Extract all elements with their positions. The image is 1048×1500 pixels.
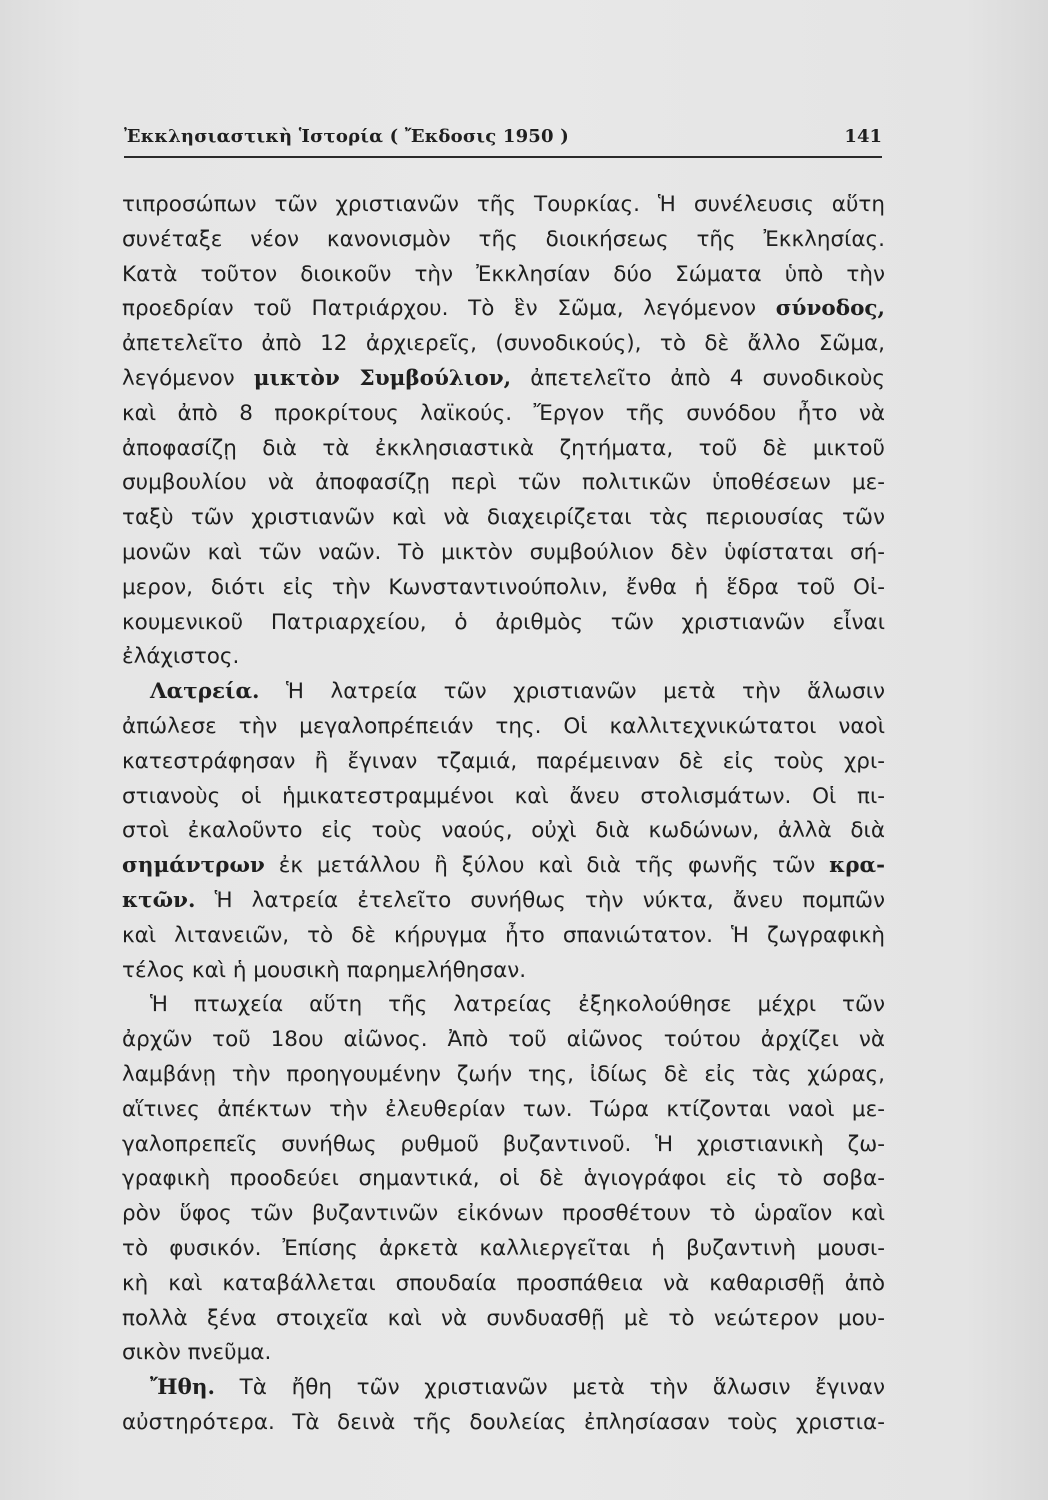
text-line: [122, 258, 885, 293]
text-line: [122, 292, 885, 327]
text-run: Ἡ πτωχεία αὕτη τῆς λατρείας ἐξηκολούθησε μέχρι τῶν: [150, 992, 885, 1018]
text-run: προεδρίαν τοῦ Πατριάρχου. Τὸ ἓν Σῶμα, λεγόμενον: [122, 296, 776, 322]
text-line: [122, 397, 885, 432]
text-line: [122, 1023, 885, 1058]
text-run: κουμενικοῦ Πατριαρχείου, ὁ ἀριθμὸς τῶν χριστιανῶν εἶναι: [122, 609, 885, 635]
text-run: ἐκ μετάλλου ἢ ξύλου καὶ διὰ τῆς φωνῆς τῶν: [264, 853, 830, 879]
text-run: αὐστηρότερα. Τὰ δεινὰ τῆς δουλείας ἐπλησίασαν τοὺς χριστια-: [122, 1409, 885, 1435]
text-run: ἐλάχιστος.: [122, 644, 240, 670]
bold-term: μικτὸν Συμβούλιον,: [253, 365, 512, 391]
body-text: [122, 188, 885, 1441]
bold-term: κτῶν.: [122, 887, 196, 913]
text-line: [122, 745, 885, 780]
text-line: [122, 849, 885, 884]
text-line: [122, 884, 885, 919]
text-line: [122, 954, 885, 989]
text-run: Ἡ λατρεία ἐτελεῖτο συνήθως τὴν νύκτα, ἄνευ πομπῶν: [195, 887, 885, 913]
text-line: [122, 1058, 885, 1093]
text-run: τιπροσώπων τῶν χριστιανῶν τῆς Τουρκίας. Ἡ συνέλευσις αὕτη: [122, 192, 885, 217]
text-run: συνέταξε νέον κανονισμὸν τῆς διοικήσεως τῆς Ἐκκλησίας.: [122, 226, 885, 252]
text-line: [122, 536, 885, 571]
text-run: καὶ λιτανειῶν, τὸ δὲ κήρυγμα ἦτο σπανιώτατον. Ἡ ζωγραφικὴ: [122, 922, 885, 948]
running-header-title: Ἐκκλησιαστικὴ Ἱστορία ( Ἔκδοσις 1950 ): [124, 126, 569, 147]
text-line: [122, 1302, 885, 1337]
text-run: καὶ ἀπὸ 8 προκρίτους λαϊκούς. Ἔργον τῆς συνόδου ἦτο νὰ: [122, 400, 885, 426]
text-run: μονῶν καὶ τῶν ναῶν. Τὸ μικτὸν συμβούλιον δὲν ὑφίσταται σή-: [122, 539, 885, 565]
text-run: ἀπετελεῖτο ἀπὸ 12 ἀρχιερεῖς, (συνοδικούς), τὸ δὲ ἄλλο Σῶμα,: [122, 331, 885, 357]
text-line: [122, 1371, 885, 1406]
text-run: ἀποφασίζῃ διὰ τὰ ἐκκλησιαστικὰ ζητήματα, τοῦ δὲ μικτοῦ: [122, 435, 885, 461]
text-run: κὴ καὶ καταβάλλεται σπουδαία προσπάθεια νὰ καθαρισθῇ ἀπὸ: [122, 1270, 885, 1296]
bold-term: Ἤθη.: [150, 1375, 215, 1401]
bold-term: κρα-: [829, 853, 885, 879]
text-run: λαμβάνῃ τὴν προηγουμένην ζωήν της, ἰδίως δὲ εἰς τὰς χώρας,: [122, 1061, 885, 1087]
bold-term: σύνοδος,: [775, 296, 885, 322]
running-header: [124, 118, 882, 152]
text-run: ταξὺ τῶν χριστιανῶν καὶ νὰ διαχειρίζεται τὰς περιουσίας τῶν: [122, 505, 885, 531]
text-line: [122, 710, 885, 745]
text-line: [122, 571, 885, 606]
text-run: αἵτινες ἀπέκτων τὴν ἐλευθερίαν των. Τώρα κτίζονται ναοὶ με-: [122, 1096, 885, 1122]
header-divider: [124, 156, 882, 158]
text-line: [122, 1162, 885, 1197]
text-line: [122, 223, 885, 258]
text-run: στοὶ ἐκαλοῦντο εἰς τοὺς ναούς, οὐχὶ διὰ κωδώνων, ἀλλὰ διὰ: [122, 818, 885, 844]
text-run: Κατὰ τοῦτον διοικοῦν τὴν Ἐκκλησίαν δύο Σώματα ὑπὸ τὴν: [122, 261, 885, 287]
text-run: κατεστράφησαν ἢ ἔγιναν τζαμιά, παρέμειναν δὲ εἰς τοὺς χρι-: [122, 748, 885, 774]
text-line: [122, 1267, 885, 1302]
text-run: στιανοὺς οἱ ἡμικατεστραμμένοι καὶ ἄνευ στολισμάτων. Οἱ πι-: [122, 783, 885, 809]
bold-term: σημάντρων: [122, 853, 265, 879]
text-line: [122, 1093, 885, 1128]
text-line: [122, 640, 885, 675]
text-line: [122, 814, 885, 849]
text-run: λεγόμενον: [122, 365, 254, 391]
text-line: [122, 919, 885, 954]
text-line: [122, 188, 885, 223]
text-run: ρὸν ὕφος τῶν βυζαντινῶν εἰκόνων προσθέτουν τὸ ὡραῖον καὶ: [122, 1201, 885, 1227]
text-run: ἀπώλεσε τὴν μεγαλοπρέπειάν της. Οἱ καλλιτεχνικώτατοι ναοὶ: [122, 713, 885, 739]
text-run: τέλος καὶ ἡ μουσικὴ παρημελήθησαν.: [122, 957, 527, 983]
text-line: [122, 988, 885, 1023]
text-run: τὸ φυσικόν. Ἐπίσης ἀρκετὰ καλλιεργεῖται ἡ βυζαντινὴ μουσι-: [122, 1235, 885, 1261]
text-line: [122, 606, 885, 641]
text-run: μερον, διότι εἰς τὴν Κωνσταντινούπολιν, ἔνθα ἡ ἕδρα τοῦ Οἰ-: [122, 574, 885, 600]
text-line: [122, 466, 885, 501]
text-run: ἀρχῶν τοῦ 18ου αἰῶνος. Ἀπὸ τοῦ αἰῶνος τούτου ἀρχίζει νὰ: [122, 1027, 885, 1053]
text-run: συμβουλίου νὰ ἀποφασίζῃ περὶ τῶν πολιτικῶν ὑποθέσεων με-: [122, 470, 885, 496]
text-line: [122, 780, 885, 815]
text-line: [122, 675, 885, 710]
bold-term: Λατρεία.: [150, 679, 260, 705]
text-line: [122, 501, 885, 536]
text-run: ἀπετελεῖτο ἀπὸ 4 συνοδικοὺς: [511, 365, 885, 391]
text-line: [122, 362, 885, 397]
text-line: [122, 327, 885, 362]
page-number: 141: [844, 126, 882, 147]
text-run: γραφικὴ προοδεύει σημαντικά, οἱ δὲ ἁγιογράφοι εἰς τὸ σοβα-: [122, 1166, 885, 1192]
text-run: πολλὰ ξένα στοιχεῖα καὶ νὰ συνδυασθῇ μὲ τὸ νεώτερον μου-: [122, 1305, 885, 1331]
text-run: σικὸν πνεῦμα.: [122, 1340, 272, 1366]
text-run: γαλοπρεπεῖς συνήθως ρυθμοῦ βυζαντινοῦ. Ἡ χριστιανικὴ ζω-: [122, 1131, 885, 1157]
text-line: [122, 432, 885, 467]
text-line: [122, 1406, 885, 1441]
text-line: [122, 1336, 885, 1371]
text-line: [122, 1128, 885, 1163]
text-line: [122, 1232, 885, 1267]
text-run: Ἡ λατρεία τῶν χριστιανῶν μετὰ τὴν ἅλωσιν: [259, 679, 885, 705]
text-run: Τὰ ἤθη τῶν χριστιανῶν μετὰ τὴν ἅλωσιν ἔγιναν: [214, 1375, 885, 1401]
text-line: [122, 1197, 885, 1232]
